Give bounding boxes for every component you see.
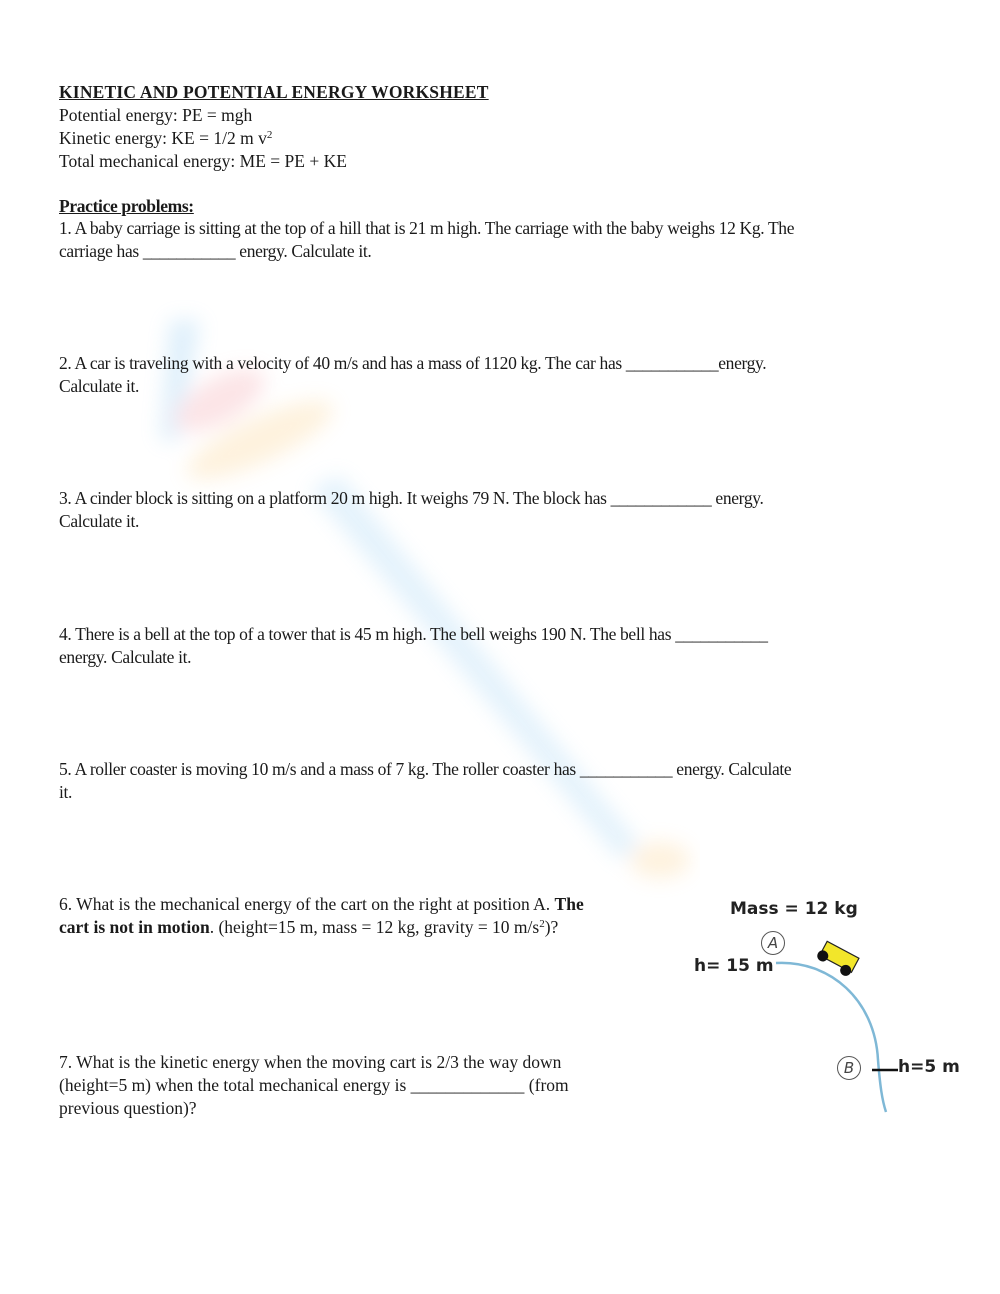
formula-kinetic-energy	[59, 127, 272, 149]
problem-2-line-2: Calculate it.	[59, 376, 140, 396]
problem-3-line-1: 3. A cinder block is sitting on a platform 20 m high. It weighs 79 N. The block has ____________ energy.	[59, 488, 764, 508]
problem-6-text-end: )?	[544, 917, 559, 937]
position-a-height-label: h= 15 m	[694, 956, 774, 976]
roller-coaster-diagram	[690, 890, 970, 1120]
problem-2-line-1: 2. A car is traveling with a velocity of 40 m/s and has a mass of 1120 kg. The car has ___________energy.	[59, 353, 767, 373]
worksheet-title: KINETIC AND POTENTIAL ENERGY WORKSHEET	[59, 82, 489, 102]
formula-text: Potential energy: PE = mgh	[59, 105, 253, 125]
problem-4-line-2: energy. Calculate it.	[59, 647, 192, 667]
problem-5-line-1: 5. A roller coaster is moving 10 m/s and a mass of 7 kg. The roller coaster has ___________ energy. Calculate	[59, 759, 792, 779]
formula-text: Total mechanical energy: ME = PE + KE	[59, 151, 347, 171]
problem-7-line-3: previous question)?	[59, 1098, 197, 1118]
position-a-marker: A	[761, 931, 785, 955]
problem-7-line-1: 7. What is the kinetic energy when the moving cart is 2/3 the way down	[59, 1052, 562, 1072]
mass-label: Mass = 12 kg	[730, 899, 858, 919]
formula-mechanical-energy	[59, 150, 347, 172]
formula-text: Kinetic energy: KE = 1/2 m v	[59, 128, 267, 148]
position-b-height-label: h=5 m	[898, 1057, 960, 1077]
problem-1-line-1: 1. A baby carriage is sitting at the top of a hill that is 21 m high. The carriage with the baby weighs 12 Kg. The	[59, 218, 795, 238]
problem-6-bold-text: cart is not in motion	[59, 917, 210, 937]
problem-6-text: 6. What is the mechanical energy of the cart on the right at position A.	[59, 894, 555, 914]
watermark-logo-icon	[140, 300, 700, 900]
problem-6-line-1	[59, 893, 584, 915]
problem-6-superscript: 2	[539, 918, 545, 930]
formula-potential-energy	[59, 104, 252, 126]
problem-4-line-1: 4. There is a bell at the top of a tower that is 45 m high. The bell weighs 190 N. The bell has ___________	[59, 624, 768, 644]
problem-6-text: . (height=15 m, mass = 12 kg, gravity = 10 m/s	[209, 917, 540, 937]
problem-1-line-2: carriage has ___________ energy. Calculate it.	[59, 241, 372, 261]
problem-6-bold-text: The	[554, 894, 584, 914]
practice-problems-header: Practice problems:	[59, 196, 194, 216]
formula-superscript: 2	[266, 129, 273, 141]
problem-3-line-2: Calculate it.	[59, 511, 140, 531]
problem-5-line-2: it.	[59, 782, 73, 802]
track-curve-icon	[690, 890, 970, 1120]
problem-6-line-2	[59, 916, 558, 938]
position-b-marker: B	[837, 1056, 861, 1080]
problem-7-line-2: (height=5 m) when the total mechanical energy is _____________ (from	[59, 1075, 569, 1095]
